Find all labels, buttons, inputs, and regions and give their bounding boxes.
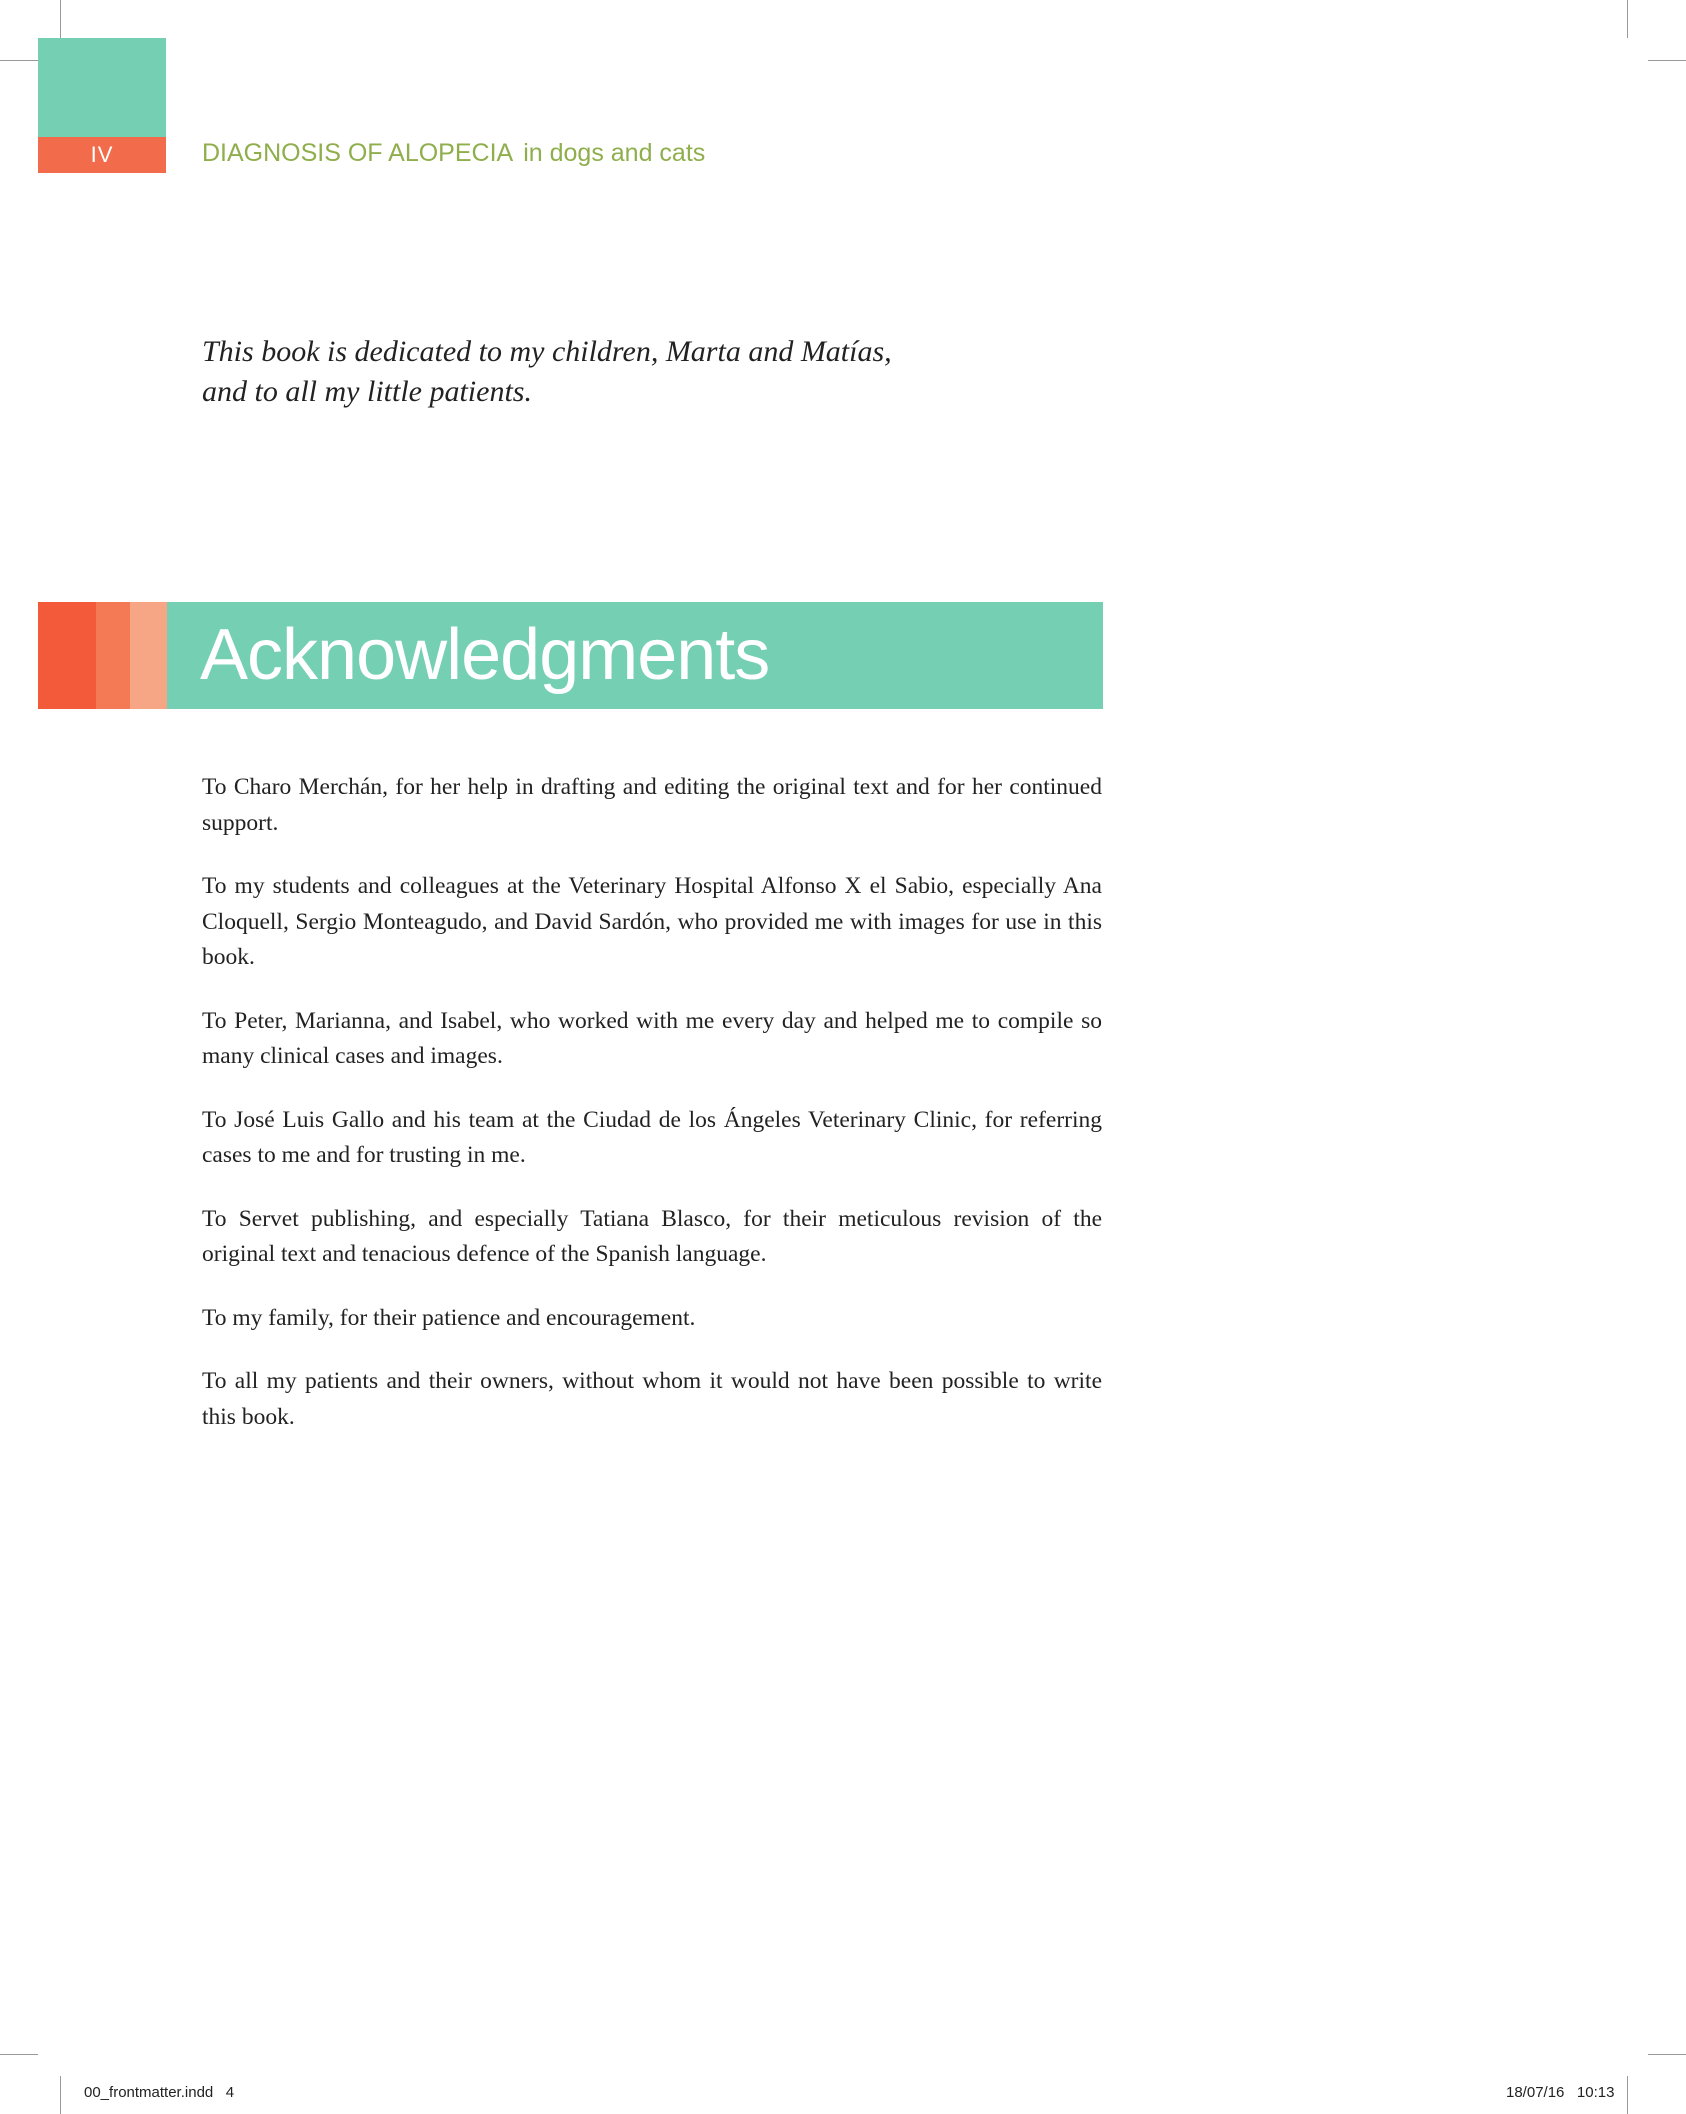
dedication-line: This book is dedicated to my children, Marta and Matías, bbox=[202, 335, 892, 368]
running-head bbox=[202, 139, 705, 168]
running-head-title: DIAGNOSIS OF ALOPECIA bbox=[202, 139, 514, 167]
paragraph: To Peter, Marianna, and Isabel, who worked with me every day and helped me to compile so many clinical cases and images. bbox=[202, 1007, 1102, 1069]
heading-bar-stripe bbox=[96, 602, 130, 709]
crop-mark bbox=[0, 2054, 38, 2055]
section-heading-bar bbox=[38, 602, 1103, 709]
paragraph: To my family, for their patience and encouragement. bbox=[202, 1304, 696, 1331]
paragraph: To José Luis Gallo and his team at the Ciudad de los Ángeles Veterinary Clinic, for referring cases to me and for trusting in me. bbox=[202, 1106, 1102, 1168]
running-head-subtitle: in dogs and cats bbox=[523, 139, 706, 167]
crop-mark bbox=[1627, 2076, 1628, 2114]
acknowledgments-body bbox=[202, 770, 1102, 1463]
crop-mark bbox=[1627, 0, 1628, 38]
crop-mark bbox=[60, 2076, 61, 2114]
paragraph: To all my patients and their owners, without whom it would not have been possible to write this book. bbox=[202, 1368, 1102, 1430]
heading-bar-stripe bbox=[38, 602, 96, 709]
dedication bbox=[202, 332, 1022, 412]
paragraph: To my students and colleagues at the Veterinary Hospital Alfonso X el Sabio, especially Ana Cloquell, Sergio Monteagudo, and David Sardón, who provided me with images for use in this book. bbox=[202, 873, 1102, 970]
paragraph: To Servet publishing, and especially Tatiana Blasco, for their meticulous revision of the original text and tenacious defence of the Spanish language. bbox=[202, 1205, 1102, 1267]
slug-datetime: 18/07/16 10:13 bbox=[1506, 2084, 1615, 2101]
section-heading: Acknowledgments bbox=[200, 615, 770, 695]
dedication-line: and to all my little patients. bbox=[202, 375, 532, 408]
paragraph: To Charo Merchán, for her help in drafting and editing the original text and for her continued support. bbox=[202, 774, 1102, 836]
crop-mark bbox=[1648, 60, 1686, 61]
heading-bar-stripe bbox=[130, 602, 167, 709]
crop-mark bbox=[1648, 2054, 1686, 2055]
crop-mark bbox=[0, 60, 38, 61]
slug-filename: 00_frontmatter.indd 4 bbox=[84, 2084, 235, 2101]
page-number-block bbox=[38, 38, 166, 173]
page-number: IV bbox=[38, 137, 166, 173]
header-color-block bbox=[38, 38, 166, 137]
crop-mark bbox=[60, 0, 61, 38]
